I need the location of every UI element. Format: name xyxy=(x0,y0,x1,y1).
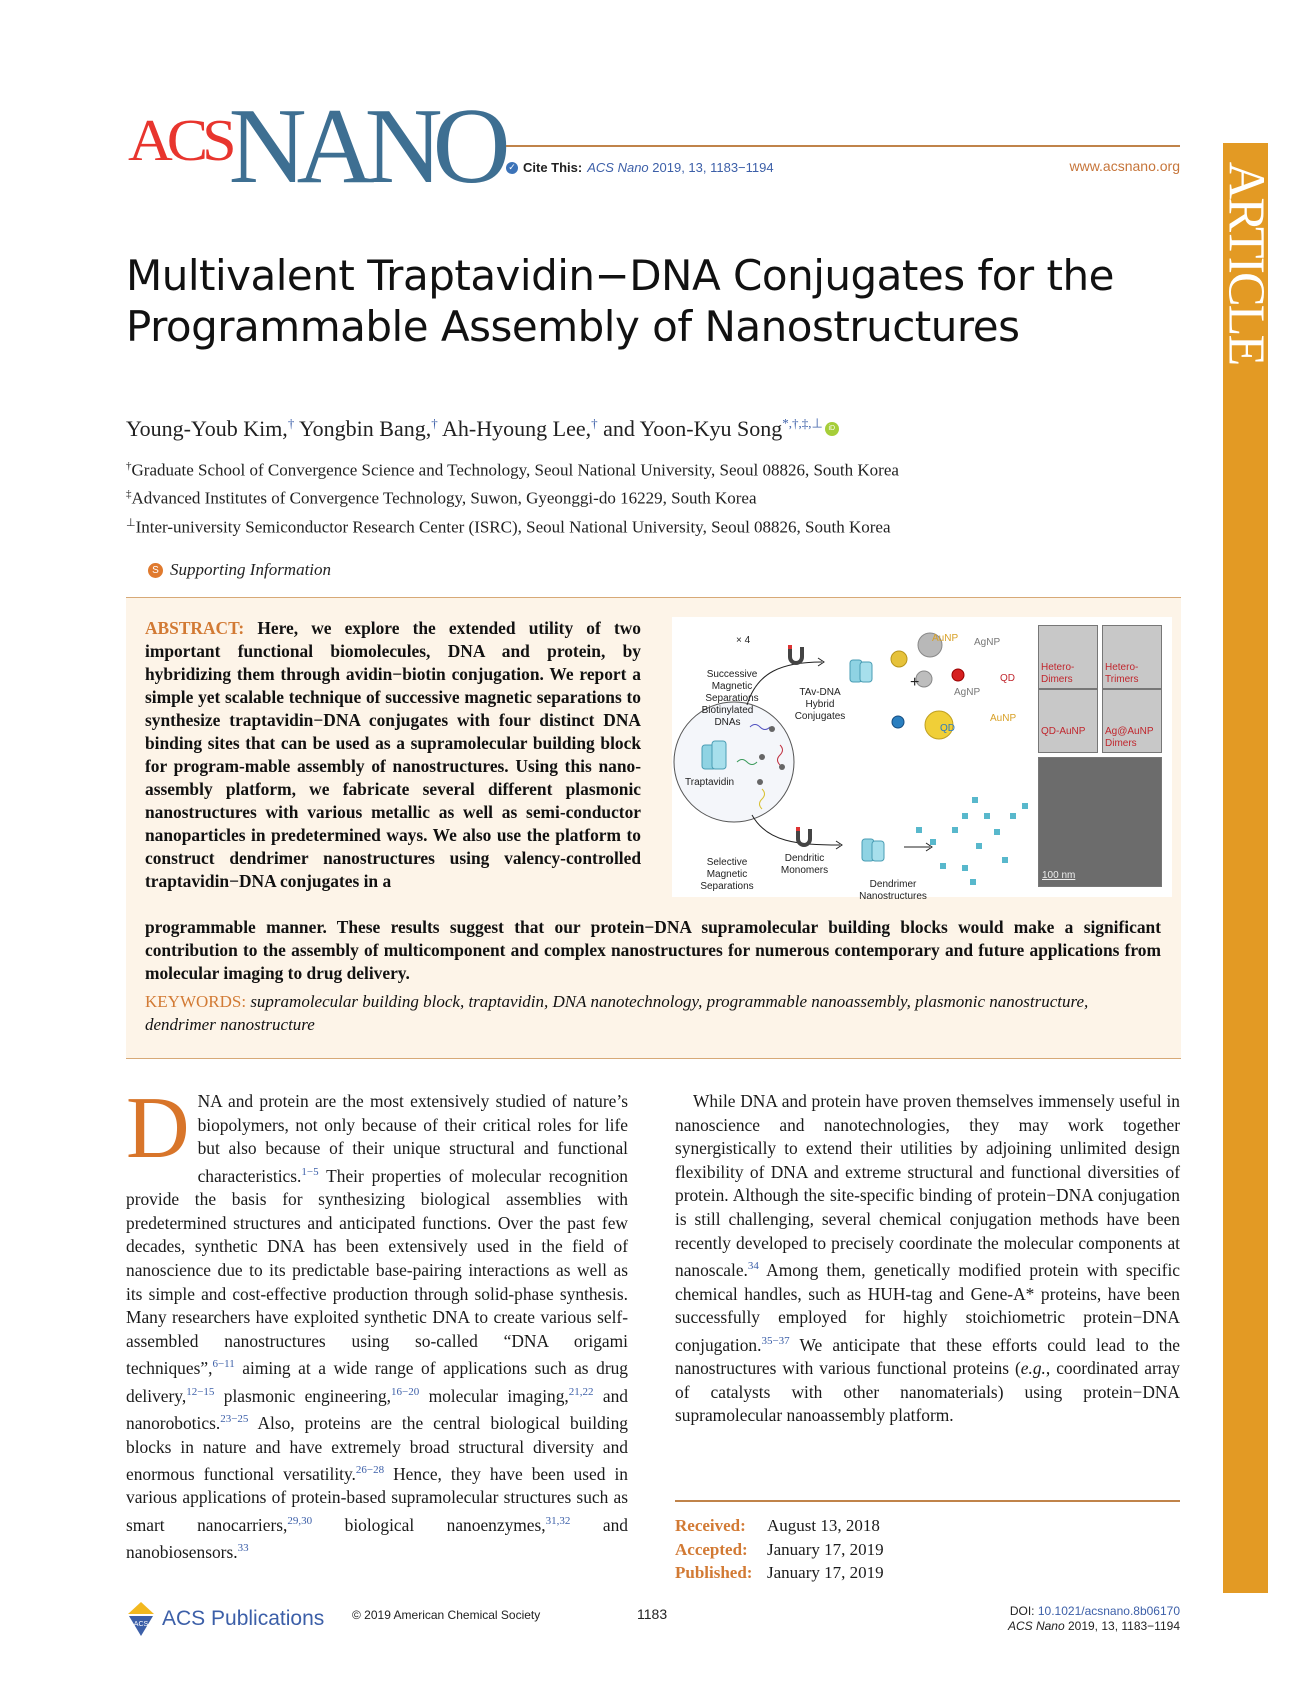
logo-acs: ACS xyxy=(128,108,231,174)
toc-graphic xyxy=(672,617,1172,902)
citation-link[interactable]: 35−37 xyxy=(761,1334,790,1347)
drop-cap: D xyxy=(126,1080,190,1177)
cite-label: Cite This: xyxy=(523,160,583,175)
label-dendrimer-nanostructures: Dendrimer Nanostructures xyxy=(859,879,927,902)
article-title: Multivalent Traptavidin−DNA Conjugates for the Programmable Assembly of Nanostructures xyxy=(126,251,1114,351)
label-biotinylated-dnas: Biotinylated DNAs xyxy=(701,705,754,728)
supporting-info-icon: S xyxy=(148,563,163,578)
magnet-count: × 4 xyxy=(736,635,751,646)
label-dendritic-monomers: Dendritic Monomers xyxy=(780,853,829,876)
acs-emblem-icon xyxy=(126,1600,156,1638)
date-published: Published: January 17, 2019 xyxy=(675,1563,884,1582)
abstract-text-continued: programmable manner. These results suggest that our protein−DNA supramolecular building blocks would make a significant contribution to the assembly of multicomponent and complex nanostructures for numerous contemporary and future applications from molecular imaging to drug delivery. xyxy=(145,917,1161,983)
affiliation: †Graduate School of Convergence Science and Technology, Seoul National University, Seoul 08826, South Korea xyxy=(126,460,899,480)
tem-image: Ag@AuNP Dimers xyxy=(1102,689,1162,753)
dates-rule xyxy=(675,1500,1180,1502)
citation-link[interactable]: 34 xyxy=(747,1260,759,1273)
affiliation: ⊥Inter-university Semiconductor Research Center (ISRC), Seoul National University, Seoul 08826, South Korea xyxy=(126,517,891,537)
citation-link[interactable]: 1−5 xyxy=(301,1165,319,1178)
author[interactable]: Yongbin Bang,† xyxy=(299,416,438,442)
citation-link[interactable]: 23−25 xyxy=(220,1413,249,1426)
supporting-information-link[interactable]: S Supporting Information xyxy=(148,560,331,580)
author[interactable]: Young-Youb Kim,† xyxy=(126,416,295,442)
page-number: 1183 xyxy=(637,1606,668,1622)
label-aunp: AuNP xyxy=(990,713,1017,724)
author[interactable]: Ah-Hyoung Lee,† xyxy=(442,416,598,442)
citation-link[interactable]: 31,32 xyxy=(545,1515,571,1528)
journal-url[interactable]: www.acsnano.org xyxy=(1069,158,1180,174)
cite-reference[interactable]: ACS Nano 2019, 13, 1183−1194 xyxy=(587,160,774,175)
affiliation: ‡Advanced Institutes of Convergence Technology, Suwon, Gyeonggi-do 16229, South Korea xyxy=(126,488,757,508)
label-qd: QD xyxy=(940,723,955,734)
label-agnp: AgNP xyxy=(954,687,981,698)
journal-logo xyxy=(128,87,501,207)
citation-link[interactable]: 26−28 xyxy=(355,1464,385,1477)
abstract-label: ABSTRACT: xyxy=(145,618,245,638)
date-received: Received: August 13, 2018 xyxy=(675,1516,880,1535)
svg-text:ACS: ACS xyxy=(133,1621,149,1628)
label-successive-separations: Successive Magnetic Separations xyxy=(705,669,759,704)
label-agnp: AgNP xyxy=(974,637,1001,648)
author[interactable]: and Yoon-Kyu Song*,†,‡,⊥ xyxy=(603,416,823,442)
body-column-right: While DNA and protein have proven themselves immensely useful in nanoscience and nanotechnologies, they may work together synergistically to extend their utilities by adjoining unlimited design flexibility of DNA and extreme structural and functional diversities of protein. Although the site-specific binding of protein−DNA conjugation is still challenging, several chemical conjugation methods have been recently developed to precisely coordinate the molecular components at nanoscale.$^{34}$ Among them, genetically modified protein with specific chemical handles, such as HUH-tag and Gene-A* proteins, have been successfully employed for highly stoichiometric protein−DNA conjugation.$^{35-37}$ We anticipate that these efforts could lead to the nanostructures with various functional proteins (e.g., coordinated array of catalysts with other nanomaterials) using protein−DNA supramolecular nanoassembly platform. xyxy=(675,1091,1180,1426)
logo-nano: NANO xyxy=(228,87,501,207)
citation-link[interactable]: 12−15 xyxy=(186,1385,215,1398)
citation-link[interactable]: 21,22 xyxy=(568,1385,594,1398)
doi-link[interactable]: 10.1021/acsnano.8b06170 xyxy=(1037,1604,1180,1618)
acs-publications-logo[interactable]: ACS ACS Publications xyxy=(126,1600,324,1638)
keywords: KEYWORDS: supramolecular building block, traptavidin, DNA nanotechnology, programmable nanoassembly, plasmonic nanostructure, dendrimer nanostructure xyxy=(145,992,1089,1034)
publication-dates xyxy=(675,1514,884,1585)
abstract-text: ABSTRACT: Here, we explore the extended utility of two important functional biomolecules, DNA and protein, by hybridizing them through avidin−biotin conjugation. We report a simple yet scalable technique of successive magnetic separations to synthesize traptavidin−DNA conjugates with four distinct DNA binding sites that can be used as a supramolecular building block for program-mable assembly of nanostructures. Using this nano-assembly platform, we fabricate several different plasmonic nanostructures with various metallic as well as semi-conductor nanoparticles in predetermined ways. We also use the platform to construct dendrimer nanostructures using valency-controlled traptavidin−DNA conjugates in a xyxy=(145,618,641,891)
citation-link[interactable]: 16−20 xyxy=(391,1385,420,1398)
check-icon: ✓ xyxy=(506,162,518,174)
author-list xyxy=(126,416,839,442)
label-traptavidin: Traptavidin xyxy=(685,777,735,788)
keywords-label: KEYWORDS: xyxy=(145,992,247,1011)
orcid-icon[interactable]: iD xyxy=(825,422,839,436)
citation-link[interactable]: 29,30 xyxy=(287,1515,313,1528)
section-tab-label: ARTICLE xyxy=(1217,161,1274,365)
body-column-left: DNA and protein are the most extensively studied of nature’s biopolymers, not only because of their critical roles for life but also because of their unique structural and functional characteristics.$^{1-5}$ Their properties of molecular recognition provide the basis for synthesizing biological assemblies with predetermined structures and anticipated functions. Over the past few decades, synthetic DNA has been extensively used in the field of nanoscience due to its predictable base-pairing interactions as well as its simple and cost-effective production through solid-phase synthesis. Many researchers have exploited synthetic DNA to create various self-assembled nanostructures using so-called “DNA origami techniques”,$^{6-11}$ aiming at a wide range of applications such as drug delivery,$^{12-15}$ plasmonic engineering,$^{16-20}$ molecular imaging,$^{21,22}$ and nanorobotics.$^{23-25}$ Also, proteins are the central biological building blocks in nature and have extremely broad structural diversity and enormous functional versatility.$^{26-28}$ Hence, they have been used in various applications of protein-based supramolecular structures such as smart nanocarriers,$^{29,30}$ biological nanoenzymes,$^{31,32}$ and nanobiosensors.$^{33}$ xyxy=(126,1080,628,1563)
label-aunp: AuNP xyxy=(932,633,959,644)
tem-image: Hetero-Dimers xyxy=(1038,625,1098,689)
plus-sign: + xyxy=(910,674,920,691)
doi-block: DOI: 10.1021/acsnano.8b06170 ACS Nano 2019, 13, 1183−1194 xyxy=(1007,1604,1180,1633)
tem-image: Hetero-Trimers xyxy=(1102,625,1162,689)
header-rule xyxy=(506,145,1180,147)
label-qd: QD xyxy=(1000,673,1015,684)
date-accepted: Accepted: January 17, 2019 xyxy=(675,1539,884,1559)
citation-link[interactable]: 6−11 xyxy=(212,1358,235,1371)
tem-image-dendrimer: 100 nm xyxy=(1038,757,1162,887)
tem-image: QD-AuNP xyxy=(1038,689,1098,753)
label-tav-dna: TAv-DNA Hybrid Conjugates xyxy=(794,687,846,722)
copyright: © 2019 American Chemical Society xyxy=(352,1608,541,1622)
citation-link[interactable]: 33 xyxy=(237,1542,249,1555)
label-selective-separations: Selective Magnetic Separations xyxy=(700,857,754,892)
cite-this[interactable] xyxy=(506,160,774,175)
